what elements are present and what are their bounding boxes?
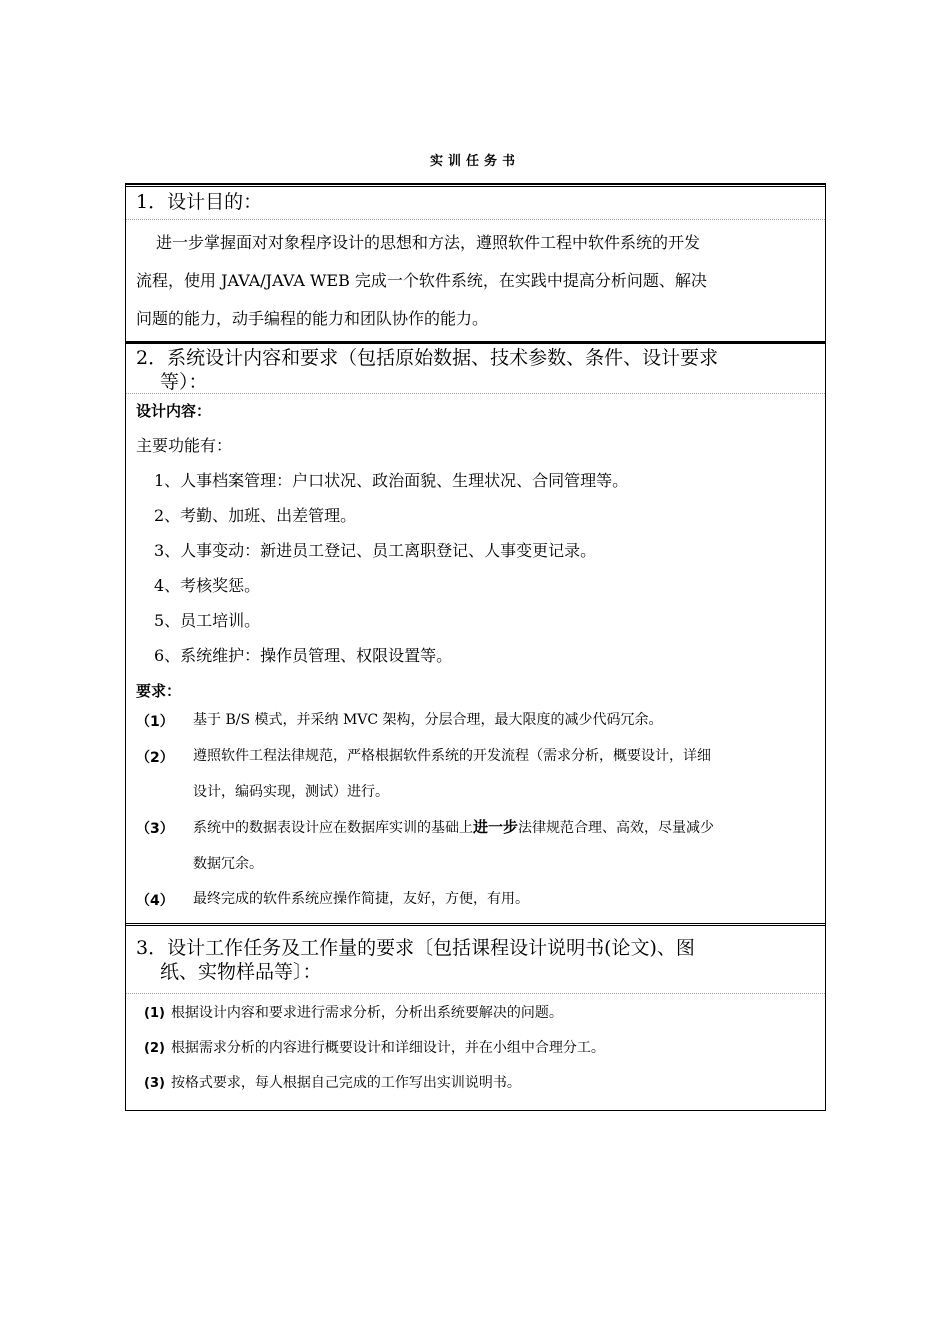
paragraph-line-3: 问题的能力，动手编程的能力和团队协作的能力。 [136,309,489,328]
task-text: 根据需求分析的内容进行概要设计和详细设计，并在小组中合理分工。 [170,1040,605,1056]
section-2-heading [126,346,825,394]
main-functions-label: 主要功能有： [136,436,233,455]
function-item: 6、系统维护：操作员管理、权限设置等。 [154,646,453,665]
requirement-text-line-1 [193,809,818,846]
task-text: 根据设计内容和要求进行需求分析，分析出系统要解决的问题。 [170,1005,563,1021]
design-content-label: 设计内容： [136,402,212,420]
task-item [144,1002,563,1022]
paragraph-line-1: 进一步掌握面对对象程序设计的思想和方法，遵照软件工程中软件系统的开发 [156,233,701,252]
function-item: 1、人事档案管理：户口状况、政治面貌、生理状况、合同管理等。 [154,471,629,490]
requirement-text: 最终完成的软件系统应操作简捷，友好，方便，有用。 [193,891,529,907]
section-1-heading: 1．设计目的： [126,188,825,220]
document-title: 实训任务书 [429,154,520,169]
requirement-number: （2） [136,750,174,766]
task-item [144,1072,521,1092]
section-3-heading-line-2: 纸、实物样品等〕： [160,961,322,983]
requirement-text [193,809,818,882]
section-2-top-border [126,342,825,345]
function-item: 3、人事变动：新进员工登记、员工离职登记、人事变更记录。 [154,541,597,560]
task-number: (1) [144,1006,165,1021]
requirement-number: （3） [136,821,174,837]
task-table [125,183,826,1111]
requirement-text-line-2: 数据冗余。 [193,856,263,872]
task-text: 按格式要求，每人根据自己完成的工作写出实训说明书。 [170,1075,521,1091]
section-2-heading-line-1: 2．系统设计内容和要求（包括原始数据、技术参数、条件、设计要求 [136,347,719,369]
section-3-heading [126,936,825,994]
function-item: 5、员工培训。 [154,611,261,630]
section-3-heading-line-1: 3．设计工作任务及工作量的要求〔包括课程设计说明书(论文)、图 [136,937,695,959]
requirement-text-bold: 进一步 [473,818,519,836]
section-design-content [126,344,825,921]
requirement-text [193,738,818,810]
paragraph-line-2: 流程，使用 JAVA/JAVA WEB 完成一个软件系统，在实践中提高分析问题、解决 [136,271,707,290]
section-design-purpose [126,184,825,342]
function-item: 4、考核奖惩。 [154,576,261,595]
task-number: (3) [144,1076,165,1091]
requirement-number: （1） [136,714,174,730]
requirement-text-post: 法律规范合理、高效，尽量减少 [518,820,715,836]
section-2-heading-line-2: 等）： [160,371,208,393]
requirement-text: 基于 B/S 模式，并采纳 MVC 架构，分层合理，最大限度的减少代码冗余。 [193,712,663,728]
requirements-label: 要求： [136,682,182,700]
requirement-text-line-2: 设计，编码实现，测试）进行。 [193,784,389,800]
requirement-text-pre: 系统中的数据表设计应在数据库实训的基础上 [193,820,473,836]
requirement-number: （4） [136,893,174,909]
requirement-text-line-1: 遵照软件工程法律规范，严格根据软件系统的开发流程（需求分析，概要设计，详细 [193,748,711,764]
task-number: (2) [144,1041,165,1056]
task-item [144,1037,605,1057]
function-item: 2、考勤、加班、出差管理。 [154,506,357,525]
design-purpose-paragraph [136,224,818,338]
section-workload-requirements [126,923,825,1110]
